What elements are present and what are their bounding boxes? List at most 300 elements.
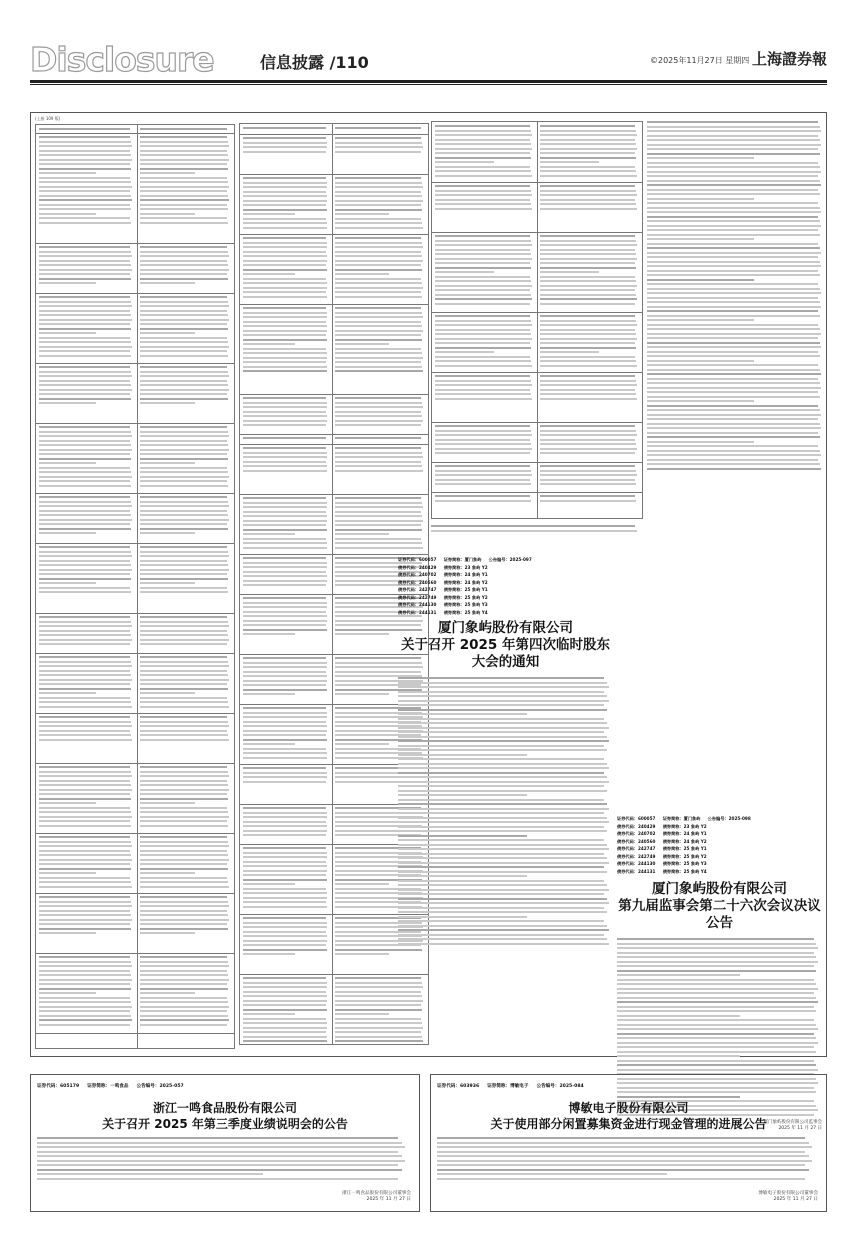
text-line	[243, 204, 326, 206]
text-line	[39, 346, 132, 348]
text-line	[39, 204, 130, 206]
text-line	[335, 1036, 422, 1038]
text-line	[435, 280, 531, 282]
text-line	[647, 423, 820, 425]
text-line	[39, 697, 130, 699]
text-line	[140, 332, 195, 334]
right-column-body	[647, 121, 825, 470]
text-line	[39, 337, 130, 339]
text-line	[335, 269, 422, 271]
text-line	[39, 965, 132, 967]
text-line	[435, 125, 530, 127]
text-line	[243, 330, 327, 332]
text-line	[243, 680, 327, 682]
text-line	[335, 182, 422, 184]
text-line	[540, 356, 635, 358]
text-line	[243, 222, 327, 224]
text-line	[398, 884, 607, 886]
text-line	[398, 808, 609, 810]
text-line	[39, 661, 131, 663]
text-line	[140, 251, 228, 253]
text-line	[39, 435, 132, 437]
text-line	[39, 251, 131, 253]
text-line	[39, 260, 130, 262]
text-line	[335, 282, 422, 284]
table-cell	[240, 844, 332, 914]
text-line	[140, 868, 228, 870]
text-line	[398, 835, 527, 837]
text-line	[243, 406, 327, 408]
text-line	[243, 465, 327, 467]
text-line	[140, 798, 228, 800]
text-line	[435, 465, 530, 467]
text-line	[243, 1013, 295, 1015]
text-line	[243, 1031, 326, 1033]
text-line	[435, 253, 531, 255]
text-line	[540, 161, 599, 163]
header-rule-thin	[30, 84, 827, 85]
text-line	[435, 258, 532, 260]
text-line	[540, 244, 637, 246]
text-line	[39, 683, 130, 685]
text-line	[243, 730, 327, 732]
text-line	[243, 1000, 327, 1002]
text-line	[140, 319, 229, 321]
text-line	[140, 630, 227, 632]
text-line	[140, 564, 228, 566]
bomin-electronics-announcement	[430, 1074, 827, 1212]
text-line	[435, 500, 531, 502]
table-cell	[332, 304, 428, 394]
comparison-table	[35, 124, 235, 1049]
text-line	[647, 382, 820, 384]
text-line	[140, 1006, 229, 1008]
text-line	[435, 329, 530, 331]
table-cell	[537, 122, 642, 182]
text-line	[540, 271, 599, 273]
text-line	[39, 255, 132, 257]
text-line	[398, 731, 604, 733]
text-line	[39, 323, 130, 325]
text-line	[37, 1151, 398, 1153]
text-line	[140, 154, 228, 156]
table-cell	[36, 543, 137, 613]
text-line	[140, 204, 227, 206]
text-line	[398, 758, 604, 760]
text-line	[140, 380, 227, 382]
text-line	[243, 812, 327, 814]
text-line	[243, 940, 327, 942]
text-line	[617, 938, 814, 940]
text-line	[140, 621, 228, 623]
text-line	[243, 977, 326, 979]
text-line	[647, 454, 821, 456]
text-line	[243, 1027, 327, 1029]
text-line	[335, 1000, 423, 1002]
text-line	[140, 928, 228, 930]
text-line	[435, 425, 530, 427]
table-cell	[36, 133, 137, 243]
text-line	[647, 351, 818, 353]
text-line	[39, 793, 130, 795]
text-line	[39, 665, 132, 667]
text-line	[335, 520, 423, 522]
body-bomin	[437, 1137, 820, 1182]
text-line	[540, 483, 636, 485]
text-line	[39, 355, 131, 357]
text-line	[39, 314, 131, 316]
text-line	[243, 821, 326, 823]
text-line	[140, 807, 227, 809]
text-line	[647, 274, 820, 276]
text-line	[647, 324, 818, 326]
text-line	[398, 776, 607, 778]
signature-yiming-line2: 2025 年 11 月 27 日	[366, 1197, 411, 1202]
text-line	[39, 679, 132, 681]
text-line	[243, 437, 326, 439]
text-line	[617, 952, 814, 954]
text-line	[398, 718, 604, 720]
text-line	[140, 656, 227, 658]
text-line	[39, 560, 130, 562]
text-line	[140, 811, 228, 813]
text-line	[243, 1018, 326, 1020]
text-line	[647, 130, 821, 132]
text-line	[243, 611, 326, 613]
text-line	[39, 739, 132, 741]
text-line	[243, 874, 326, 876]
text-line	[243, 926, 327, 928]
text-line	[435, 244, 532, 246]
text-line	[140, 444, 228, 446]
text-line	[617, 1051, 816, 1053]
table-cell	[137, 953, 234, 1033]
text-line	[435, 320, 531, 322]
text-line	[243, 424, 326, 426]
text-line	[617, 1064, 816, 1066]
text-line	[140, 877, 227, 879]
text-line	[39, 970, 130, 972]
comparison-table-3	[431, 121, 643, 519]
text-line	[140, 919, 229, 921]
text-line	[243, 542, 327, 544]
text-line	[617, 983, 816, 985]
text-line	[39, 919, 132, 921]
text-line	[140, 582, 195, 584]
table-cell	[137, 363, 234, 423]
text-line	[140, 371, 228, 373]
text-line	[140, 199, 229, 201]
text-line	[140, 845, 229, 847]
text-line	[140, 643, 227, 645]
text-line	[647, 166, 820, 168]
text-line	[39, 872, 96, 874]
text-line	[140, 886, 229, 888]
text-line	[39, 616, 130, 618]
text-line	[243, 757, 327, 759]
text-line	[540, 365, 637, 367]
text-line	[243, 339, 327, 341]
text-line	[335, 370, 423, 372]
text-line	[39, 775, 132, 777]
text-line	[140, 910, 227, 912]
text-line	[647, 364, 818, 366]
text-line	[437, 1164, 805, 1166]
text-line	[540, 139, 635, 141]
text-line	[243, 278, 326, 280]
table-cell	[137, 243, 234, 293]
text-line	[140, 901, 228, 903]
text-line	[243, 456, 327, 458]
text-line	[39, 282, 96, 284]
text-line	[540, 329, 635, 331]
text-line	[540, 170, 636, 172]
text-line	[243, 689, 327, 691]
text-line	[647, 256, 818, 258]
text-line	[140, 775, 229, 777]
text-line	[398, 844, 607, 846]
table-cell	[36, 125, 137, 133]
text-line	[39, 1001, 131, 1003]
text-line	[140, 578, 228, 580]
text-line	[435, 495, 530, 497]
text-line	[140, 591, 228, 593]
text-line	[335, 316, 423, 318]
text-line	[540, 298, 637, 300]
text-line	[617, 970, 816, 972]
text-line	[39, 128, 130, 130]
text-line	[435, 199, 530, 201]
notice-title-2: 第九届监事会第二十六次会议决议公告	[618, 898, 821, 931]
text-line	[335, 242, 422, 244]
text-line	[39, 150, 130, 152]
text-line	[435, 235, 530, 237]
text-line	[243, 772, 327, 774]
text-line	[647, 436, 820, 438]
text-line	[140, 337, 227, 339]
text-line	[435, 276, 530, 278]
text-line	[39, 578, 131, 580]
text-line	[39, 877, 130, 879]
text-line	[39, 402, 96, 404]
text-line	[140, 841, 228, 843]
text-line	[140, 314, 228, 316]
text-line	[398, 938, 607, 940]
text-line	[39, 555, 132, 557]
text-line	[647, 135, 818, 137]
text-line	[435, 267, 531, 269]
text-line	[398, 682, 607, 684]
text-line	[617, 1010, 816, 1012]
text-line	[140, 625, 229, 627]
text-line	[140, 771, 228, 773]
text-line	[140, 634, 228, 636]
text-line	[243, 348, 326, 350]
text-line	[435, 333, 531, 335]
text-line	[39, 458, 131, 460]
text-line	[140, 639, 229, 641]
text-line	[435, 175, 532, 177]
text-line	[398, 821, 609, 823]
text-line	[647, 189, 818, 191]
text-line	[39, 656, 130, 658]
signature-line1: 厦门象屿股份有限公司监事会	[763, 1119, 822, 1125]
text-line	[140, 850, 227, 852]
text-line	[243, 186, 327, 188]
text-line	[243, 865, 327, 867]
text-line	[647, 193, 820, 195]
text-line	[398, 727, 609, 729]
text-line	[140, 970, 227, 972]
text-line	[243, 566, 327, 568]
text-line	[243, 1036, 327, 1038]
text-line	[617, 1033, 814, 1035]
text-line	[540, 333, 636, 335]
text-line	[243, 227, 327, 229]
text-line	[243, 461, 326, 463]
text-line	[243, 662, 327, 664]
text-line	[398, 700, 609, 702]
text-line	[140, 816, 229, 818]
text-line	[335, 151, 421, 153]
text-line	[335, 222, 422, 224]
text-line	[140, 426, 227, 428]
text-line	[617, 943, 816, 945]
text-line	[647, 310, 818, 312]
text-line	[39, 246, 130, 248]
text-line	[39, 670, 130, 672]
text-line	[243, 127, 326, 129]
text-line	[39, 780, 130, 782]
text-line	[140, 510, 227, 512]
text-line	[435, 208, 532, 210]
text-line	[243, 146, 327, 148]
text-line	[647, 427, 821, 429]
text-line	[243, 949, 327, 951]
text-line	[140, 974, 228, 976]
text-line	[243, 296, 327, 298]
text-line	[335, 456, 423, 458]
text-line	[398, 745, 604, 747]
text-line	[647, 441, 754, 443]
text-line	[140, 476, 229, 478]
text-line	[335, 633, 389, 635]
text-line	[335, 1018, 421, 1020]
text-line	[39, 820, 130, 822]
text-line	[39, 845, 132, 847]
text-line	[243, 538, 326, 540]
text-line	[243, 1009, 327, 1011]
table-cell	[240, 304, 332, 394]
text-line	[243, 529, 327, 531]
text-line	[335, 204, 421, 206]
text-line	[39, 551, 131, 553]
text-line	[243, 515, 327, 517]
text-line	[647, 220, 820, 222]
text-line	[335, 264, 421, 266]
text-line	[243, 870, 327, 872]
text-line	[335, 465, 422, 467]
text-line	[39, 375, 132, 377]
text-line	[243, 575, 327, 577]
text-line	[335, 200, 423, 202]
text-line	[140, 551, 228, 553]
text-line	[39, 983, 130, 985]
text-line	[243, 922, 327, 924]
text-line	[140, 983, 227, 985]
text-line	[243, 597, 326, 599]
text-line	[243, 725, 327, 727]
text-line	[39, 992, 96, 994]
text-line	[39, 546, 130, 548]
table-cell	[432, 122, 537, 182]
text-line	[243, 269, 327, 271]
text-line	[140, 213, 195, 215]
text-line	[39, 771, 131, 773]
text-line	[540, 470, 636, 472]
text-line	[647, 283, 818, 285]
text-line	[39, 398, 131, 400]
table-cell	[137, 893, 234, 953]
text-line	[243, 675, 327, 677]
text-line	[39, 195, 131, 197]
text-line	[647, 207, 820, 209]
text-line	[435, 190, 531, 192]
text-line	[398, 862, 609, 864]
text-line	[335, 343, 389, 345]
text-line	[140, 181, 228, 183]
text-line	[140, 665, 229, 667]
signature-yiming	[342, 1191, 411, 1203]
text-line	[335, 402, 422, 404]
text-line	[540, 253, 636, 255]
text-line	[39, 674, 131, 676]
text-line	[335, 506, 423, 508]
text-line	[243, 825, 327, 827]
text-line	[39, 692, 96, 694]
text-line	[243, 547, 327, 549]
table-cell	[240, 444, 332, 494]
text-line	[617, 1042, 818, 1044]
text-line	[243, 991, 326, 993]
text-line	[140, 159, 229, 161]
text-line	[243, 856, 327, 858]
text-line	[540, 152, 635, 154]
text-line	[39, 573, 130, 575]
text-line	[398, 677, 604, 679]
text-line	[398, 704, 604, 706]
text-line	[243, 897, 327, 899]
text-line	[140, 674, 228, 676]
text-line	[435, 470, 531, 472]
text-line	[435, 389, 530, 391]
text-line	[39, 928, 131, 930]
text-line	[140, 264, 228, 266]
text-line	[39, 784, 131, 786]
text-line	[140, 730, 227, 732]
table-cell	[240, 394, 332, 434]
text-line	[540, 148, 637, 150]
text-line	[647, 373, 821, 375]
text-line	[243, 502, 327, 504]
text-line	[335, 406, 423, 408]
text-line	[243, 986, 327, 988]
table-cell	[240, 594, 332, 654]
text-line	[140, 346, 229, 348]
text-line	[398, 925, 607, 927]
text-line	[617, 1037, 816, 1039]
text-line	[39, 1024, 130, 1026]
